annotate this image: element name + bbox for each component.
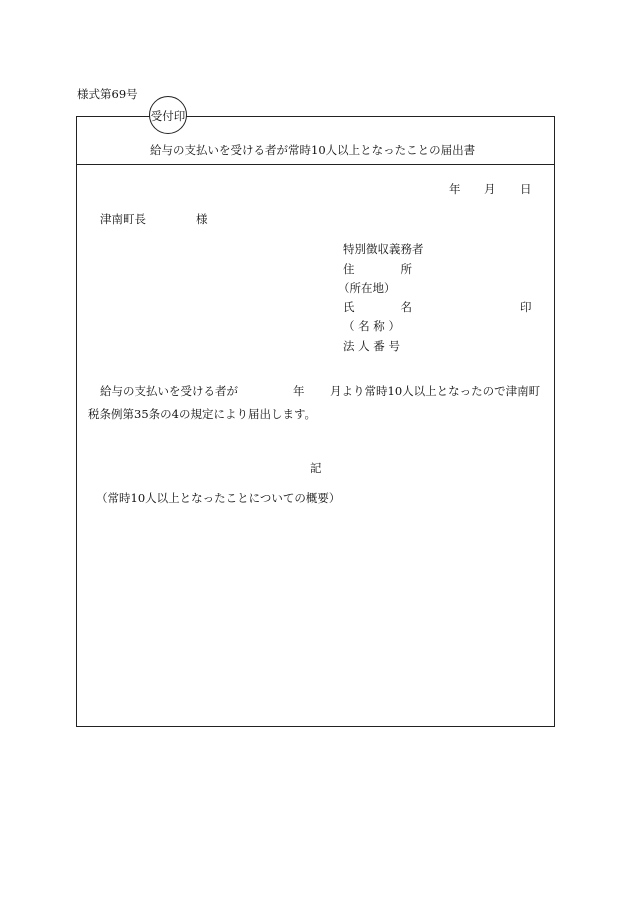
title-divider: [77, 164, 554, 165]
addressee-honorific: 様: [196, 212, 208, 226]
name-label: 氏 名: [343, 300, 412, 314]
body-line1-part2: 月より常時10人以上となったので津南町: [330, 384, 541, 398]
body-line2: 税条例第35条の4の規定により届出します。: [88, 407, 317, 421]
corporate-number-label: 法 人 番 号: [343, 339, 400, 353]
addressee-name: 津南町長: [100, 212, 146, 226]
address-label: 住 所: [343, 262, 412, 276]
form-title: 給与の支払いを受ける者が常時10人以上となったことの届出書: [150, 143, 476, 157]
declarant-heading: 特別徴収義務者: [343, 242, 424, 256]
date-month: 月: [484, 182, 496, 196]
form-number: 様式第69号: [77, 87, 138, 101]
seal-mark: 印: [520, 300, 532, 314]
form-frame: [76, 116, 555, 727]
reception-stamp-label: 受付印: [150, 109, 186, 123]
body-line1-part1: 給与の支払いを受ける者が: [100, 384, 238, 398]
summary-heading: （常時10人以上となったことについての概要）: [96, 491, 341, 505]
org-name-label: （ 名 称 ）: [343, 319, 400, 333]
date-day: 日: [520, 182, 532, 196]
body-line1-year: 年: [293, 384, 305, 398]
date-year: 年: [449, 182, 461, 196]
ki-heading: 記: [310, 461, 322, 475]
location-label: （所在地）: [338, 281, 396, 295]
